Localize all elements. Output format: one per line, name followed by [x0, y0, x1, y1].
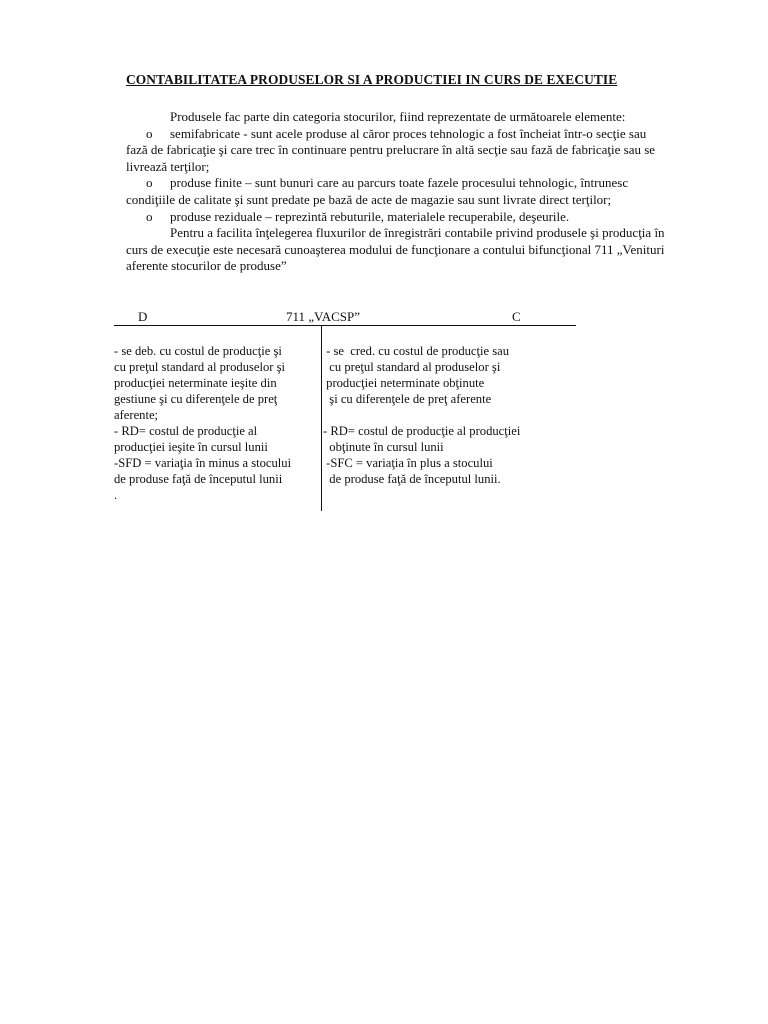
- intro-paragraph: Produsele fac parte din categoria stocurilor, fiind reprezentate de următoarele elemente:: [170, 109, 626, 124]
- t-account: [114, 309, 576, 502]
- debit-line: de produse faţă de începutul lunii: [114, 472, 283, 486]
- credit-line: şi cu diferenţele de preţ aferente: [323, 392, 492, 406]
- credit-line: - se cred. cu costul de producţie sau: [323, 344, 510, 358]
- credit-line: - RD= costul de producţie al producţiei: [323, 424, 521, 438]
- debit-line: gestiune şi cu diferenţele de preţ: [114, 392, 278, 406]
- debit-line: aferente;: [114, 408, 159, 422]
- list-item-text: produse finite – sunt bunuri care au parcurs toate fazele procesului tehnologic, întrunesc condiţiile de calitate şi sunt predate pe bază de acte de magazie sau sunt livrate direct terţilor;: [126, 175, 629, 207]
- debit-line: - RD= costul de producţie al: [114, 424, 258, 438]
- list-item: [126, 209, 666, 226]
- credit-line: obţinute în cursul lunii: [323, 440, 444, 454]
- t-account-divider: [321, 325, 322, 511]
- account-paragraph: Pentru a facilita înţelegerea fluxurilor de înregistrări contabile privind produsele şi producţia în curs de execuţie este necesară cunoaşterea modului de funcţionare a contului bifuncţional 711 „Venituri aferente stocurilor de produse”: [126, 225, 665, 274]
- credit-line: -SFC = variaţia în plus a stocului: [323, 456, 493, 470]
- bullet-mark: o: [146, 125, 153, 141]
- account-label: 711 „VACSP”: [286, 309, 361, 324]
- body-text: [126, 109, 666, 275]
- bullet-mark: o: [146, 208, 153, 224]
- debit-line: producţiei ieşite în cursul lunii: [114, 440, 268, 454]
- list-item-text: semifabricate - sunt acele produse al căror proces tehnologic a fost încheiat într-o secţie sau fază de fabricaţie şi care trec în continuare pentru prelucrare în altă secţie sau fază de fabricaţie sau se livrează terţilor;: [126, 125, 656, 174]
- t-account-header: [114, 309, 576, 326]
- debit-line: producţiei neterminate ieşite din: [114, 376, 277, 390]
- list-item: [126, 126, 666, 176]
- credit-side: [323, 343, 573, 487]
- credit-line: de produse faţă de începutul lunii.: [323, 472, 501, 486]
- credit-line: [323, 407, 573, 423]
- list-item: [126, 175, 666, 208]
- debit-line: -SFD = variaţia în minus a stocului: [114, 456, 292, 470]
- credit-line: producţiei neterminate obţinute: [323, 376, 485, 390]
- page-title: CONTABILITATEA PRODUSELOR SI A PRODUCTIEI IN CURS DE EXECUTIE: [126, 72, 618, 87]
- debit-line: - se deb. cu costul de producţie şi: [114, 344, 282, 358]
- credit-label: C: [512, 309, 521, 324]
- bullet-mark: o: [146, 175, 153, 191]
- list-item-text: produse reziduale – reprezintă rebuturile, materialele recuperabile, deşeurile.: [170, 208, 570, 224]
- credit-line: cu preţul standard al produselor şi: [323, 360, 501, 374]
- debit-side: [114, 343, 319, 503]
- debit-line: cu preţul standard al produselor şi: [114, 360, 286, 374]
- debit-label: D: [138, 309, 148, 324]
- debit-line: .: [114, 488, 118, 502]
